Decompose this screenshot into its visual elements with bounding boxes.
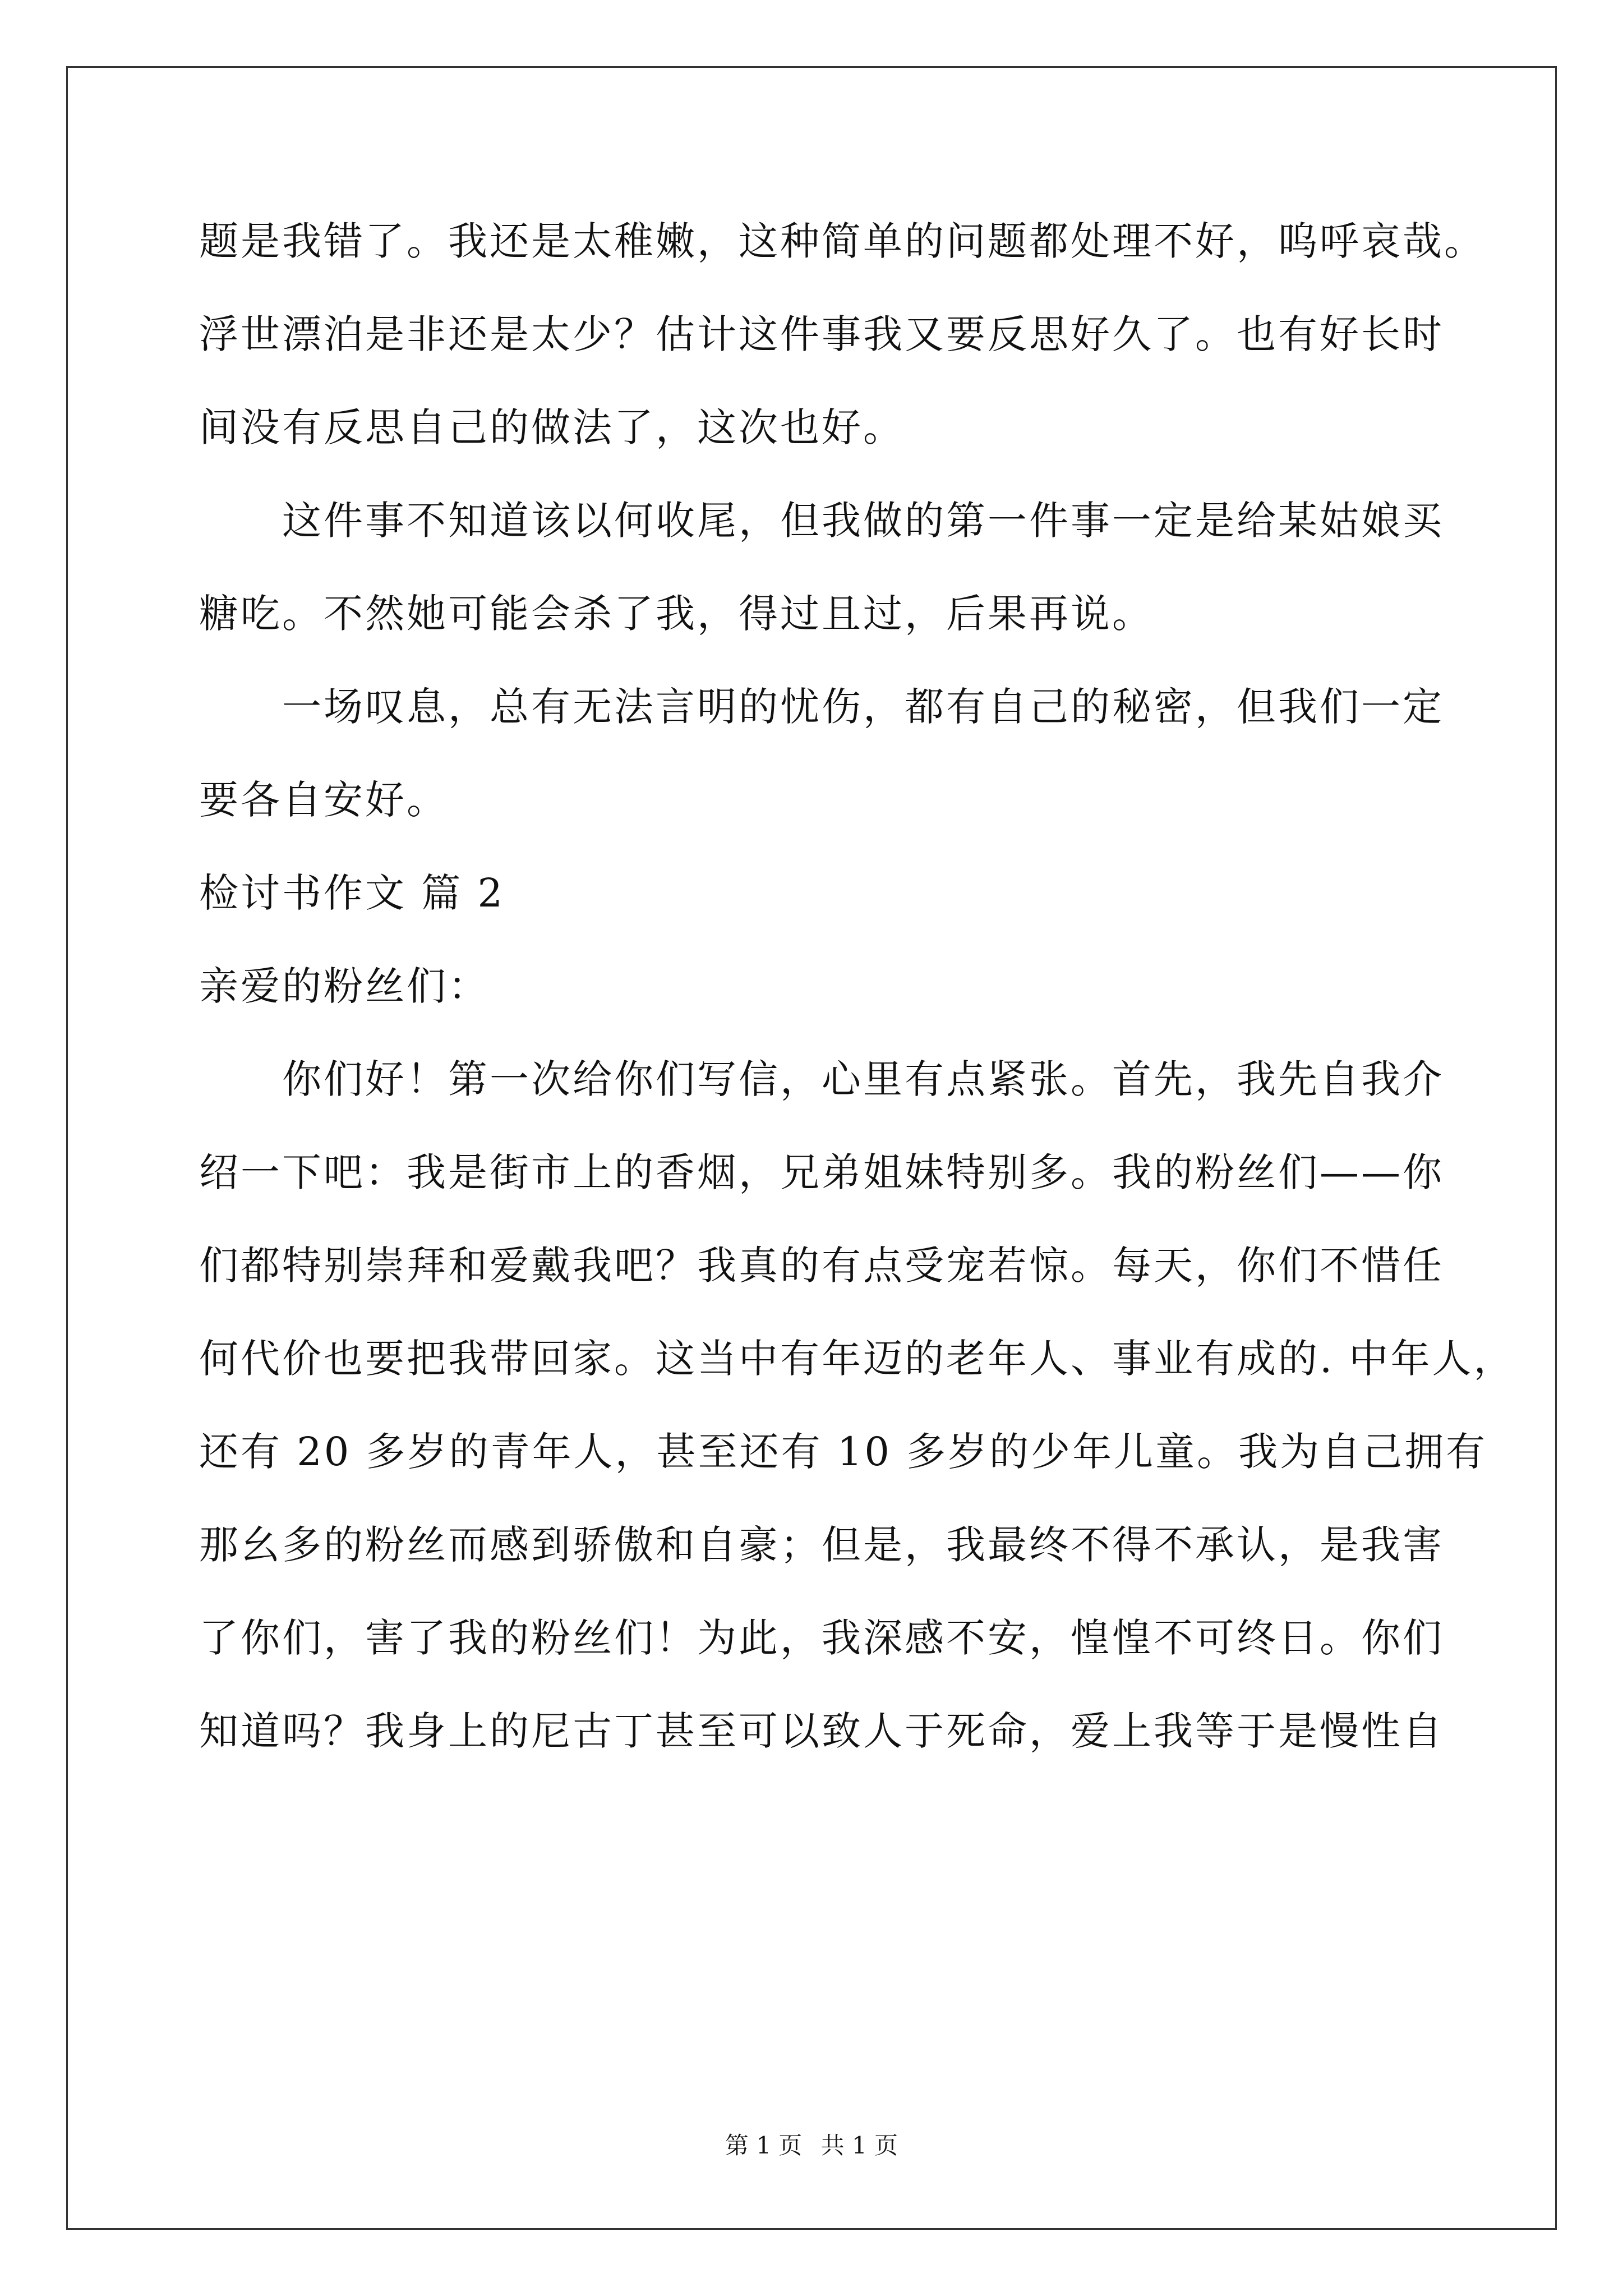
page-number: 第 1 页	[725, 2132, 803, 2159]
text-line: 绍一下吧：我是街市上的香烟，兄弟姐妹特别多。我的粉丝们——你	[199, 1149, 1444, 1195]
text-line: 你们好！第一次给你们写信，心里有点紧张。首先，我先自我介	[282, 1056, 1444, 1102]
text-line: 糖吃。不然她可能会杀了我，得过且过，后果再说。	[199, 591, 1154, 637]
text-line: 间没有反思自己的做法了，这次也好。	[199, 404, 905, 450]
salutation: 亲爱的粉丝们：	[199, 963, 490, 1009]
text-line: 浮世漂泊是非还是太少？估计这件事我又要反思好久了。也有好长时	[199, 311, 1444, 357]
text-line: 知道吗？我身上的尼古丁甚至可以致人于死命，爱上我等于是慢性自	[199, 1708, 1444, 1754]
section-heading: 检讨书作文 篇 2	[199, 870, 505, 916]
text-line: 那幺多的粉丝而感到骄傲和自豪；但是，我最终不得不承认，是我害	[199, 1522, 1444, 1568]
text-line: 要各自安好。	[199, 777, 448, 823]
total-pages: 共 1 页	[820, 2132, 898, 2159]
text-line: 还有 20 多岁的青年人，甚至还有 10 多岁的少年儿童。我为自己拥有	[199, 1429, 1488, 1475]
text-line: 题是我错了。我还是太稚嫩，这种简单的问题都处理不好，呜呼哀哉。	[199, 218, 1486, 264]
text-line: 一场叹息，总有无法言明的忧伤，都有自己的秘密，但我们一定	[282, 684, 1444, 730]
text-line: 了你们，害了我的粉丝们！为此，我深感不安，惶惶不可终日。你们	[199, 1615, 1444, 1661]
text-line: 何代价也要把我带回家。这当中有年迈的老年人、事业有成的. 中年人，	[199, 1336, 1515, 1382]
text-line: 们都特别崇拜和爱戴我吧？我真的有点受宠若惊。每天，你们不惜任	[199, 1243, 1444, 1289]
page-footer	[0, 2130, 1623, 2161]
text-line: 这件事不知道该以何收尾，但我做的第一件事一定是给某姑娘买	[282, 498, 1444, 544]
